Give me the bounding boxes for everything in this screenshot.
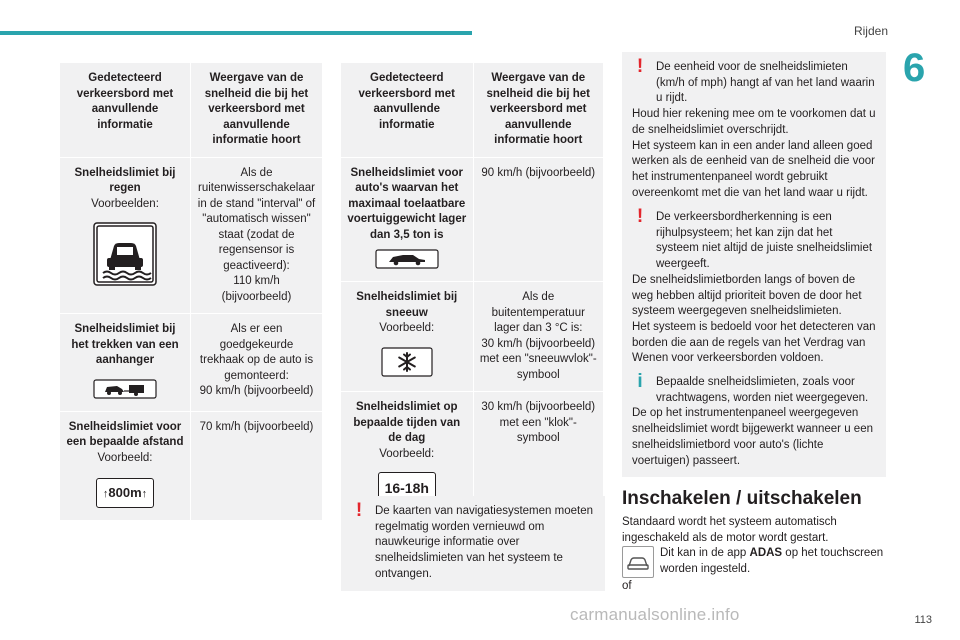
row-description: Als de buitentemperatuur lager dan 3 °C is: 30 km/h (bijvoorbeeld) met een "sneeuwvlok"-symbool <box>479 291 597 381</box>
column-header: Weergave van de snelheid die bij het verkeersbord met aanvullende informatie hoort <box>473 63 603 158</box>
table-row <box>60 314 323 412</box>
row-sub: Voorbeelden: <box>91 197 159 210</box>
row-description: Als de ruitenwisserschakelaar in de stand "interval" of "automatisch wissen" staat (zodat de regensensor is geactiveerd): 110 km/h (bijvoorbeeld) <box>197 166 316 303</box>
table-row <box>60 411 323 521</box>
chapter-number: 6 <box>903 46 926 90</box>
row-title: Snelheidslimiet voor een bepaalde afstand <box>66 420 184 448</box>
warning-icon: ! <box>636 56 644 77</box>
table-row <box>341 157 604 282</box>
row-sub: Voorbeeld: <box>379 447 435 460</box>
row-sub: Voorbeeld: <box>97 451 153 464</box>
snowflake-icon <box>381 347 433 377</box>
time-sign-icon: 16-18h <box>378 472 436 504</box>
row-description: 70 km/h (bijvoorbeeld) <box>199 420 314 433</box>
rain-road-icon <box>93 222 157 286</box>
signs-table-2 <box>340 62 604 521</box>
row-sub: Voorbeeld: <box>379 322 435 334</box>
warning-note-units: ! De eenheid voor de snelheidslimieten (km/h of mph) hangt af van het land waarin u rijdt. Houd hier rekening mee om te voorkomen dat u de snelheidslimiet overschrijdt. Het systeem kan in een ander land alleen goed werken als de eenheid van de snelheid die voor het instrumentenpaneel wordt gebruikt overeenkomt met die van het land waar u rijdt. <box>622 52 886 209</box>
row-description: Als er een goedgekeurde trekhaak op de auto is gemonteerd: 90 km/h (bijvoorbeeld) <box>199 323 314 397</box>
row-title: Snelheidslimiet op bepaalde tijden van de dag <box>353 401 461 444</box>
column-header: Weergave van de snelheid die bij het verkeersbord met aanvullende informatie hoort <box>191 63 323 158</box>
intro-text: Standaard wordt het systeem automatisch ingeschakeld als de motor wordt gestart. <box>622 516 837 544</box>
table-row <box>341 282 604 392</box>
column-header: Gedetecteerd verkeersbord met aanvullende informatie <box>341 63 474 158</box>
section-heading: Inschakelen / uitschakelen <box>622 488 862 509</box>
adas-car-icon <box>622 546 654 578</box>
row-description: 90 km/h (bijvoorbeeld) <box>481 166 596 179</box>
table-row <box>60 157 323 314</box>
heavy-car-icon <box>375 249 439 269</box>
info-icon: i <box>637 371 643 392</box>
row-title: Snelheidslimiet bij regen <box>74 166 176 194</box>
or-text: of <box>622 580 632 592</box>
info-note: i Bepaalde snelheidslimieten, zoals voor vrachtwagens, worden niet weergegeven. De op het instrumentenpaneel weergegeven snelheidslimiet wordt bijgewerkt wanneer u een snelheidslimietbord voor auto's (lichte voertuigen) passeert. <box>622 367 886 477</box>
row-title: Snelheidslimiet bij het trekken van een aanhanger <box>71 323 179 366</box>
row-description: 30 km/h (bijvoorbeeld) met een "klok"-symbool <box>481 401 596 444</box>
warning-icon: ! <box>636 206 644 227</box>
distance-sign-icon: ↑800m↑ <box>96 478 154 508</box>
adas-instruction: Dit kan in de app ADAS op het touchscreen worden ingesteld. <box>622 546 892 577</box>
warning-icon: ! <box>355 500 363 521</box>
table-header-row <box>60 63 323 158</box>
signs-table-1 <box>59 62 323 521</box>
page-number: 113 <box>914 614 932 626</box>
warning-note-maps: ! De kaarten van navigatiesystemen moeten regelmatig worden vernieuwd om nauwkeurige informatie over snelheidslimieten van het systeem te ontvangen. <box>341 496 605 591</box>
row-title: Snelheidslimiet voor auto's waarvan het maximaal toelaatbare voertuiggewicht lager dan 3,5 ton is <box>347 166 467 241</box>
column-header: Gedetecteerd verkeersbord met aanvullende informatie <box>60 63 191 158</box>
warning-note-assist: ! De verkeersbordherkenning is een rijhulpsysteem; het kan zijn dat het systeem niet altijd de juiste snelheidslimiet weergeeft. De snelheidslimietborden langs of boven de weg hebben altijd prioriteit boven de door het systeem weergegeven snelheidslimieten. Het systeem is bedoeld voor het detecteren van borden die aan de regels van het Verdrag van Wenen voor verkeersborden voldoen. <box>622 202 886 375</box>
table-header-row <box>341 63 604 158</box>
section-title: Rijden <box>853 24 888 38</box>
car-trailer-icon <box>93 379 157 399</box>
row-title: Snelheidslimiet bij sneeuw <box>356 291 458 319</box>
watermark: carmanualsonline.info <box>570 605 740 624</box>
header-bar <box>0 31 472 35</box>
